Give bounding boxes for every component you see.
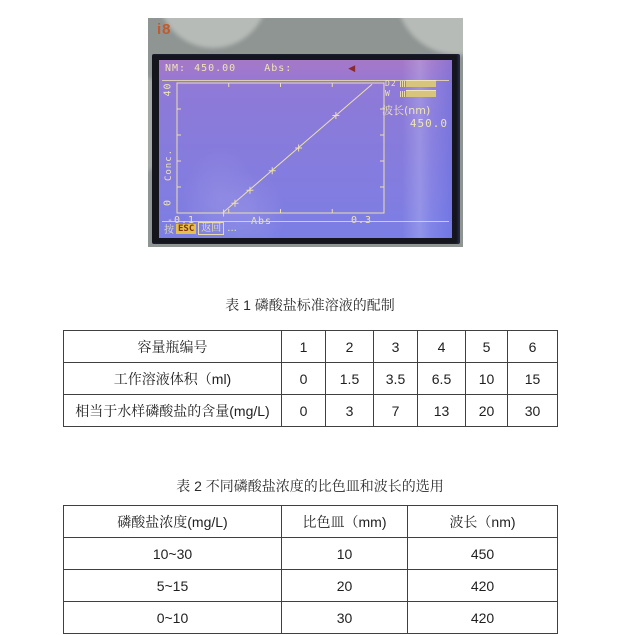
table-cell: 1.5 <box>326 363 374 395</box>
row-label: 相当于水样磷酸盐的含量(mg/L) <box>64 395 282 427</box>
table-row <box>64 331 558 363</box>
table-cell: 3 <box>374 331 418 363</box>
table-cell: 0 <box>282 395 326 427</box>
device-housing-curve <box>158 18 268 48</box>
y-axis-min-label: 0 <box>162 198 174 207</box>
table-cell: 5 <box>466 331 508 363</box>
table1-title: 表 1 磷酸盐标准溶液的配制 <box>225 297 395 313</box>
lamp-level-ticks-icon <box>400 91 405 97</box>
wavelength-panel-label: 波长(nm) <box>382 104 431 117</box>
lamp-indicators <box>385 79 436 99</box>
y-axis-title: Conc. <box>164 148 174 182</box>
table-cell: 20 <box>466 395 508 427</box>
column-header: 磷酸盐浓度(mg/L) <box>64 506 282 538</box>
table-cell: 5~15 <box>64 570 282 602</box>
table-cell: 420 <box>408 602 558 634</box>
table-row <box>64 602 558 634</box>
footer-ellipsis: ... <box>227 223 237 234</box>
table-cell: 30 <box>282 602 408 634</box>
row-label: 工作溶液体积（ml) <box>64 363 282 395</box>
table2-cuvette-wavelength <box>63 505 558 634</box>
table-cell: 4 <box>418 331 466 363</box>
table-cell: 0~10 <box>64 602 282 634</box>
spectrophotometer-photo <box>148 18 463 247</box>
table-cell: 3.5 <box>374 363 418 395</box>
table-cell: 420 <box>408 570 558 602</box>
table-cell: 30 <box>508 395 558 427</box>
table-header-row <box>64 506 558 538</box>
wavelength-prefix: NM: <box>165 63 187 74</box>
wavelength-panel-value: 450.0 <box>409 117 448 130</box>
speaker-icon: ◀ <box>348 63 356 74</box>
table-cell: 10 <box>282 538 408 570</box>
table-row <box>64 538 558 570</box>
device-screen <box>159 60 452 238</box>
table-cell: 1 <box>282 331 326 363</box>
return-action-label: 返回 <box>198 222 224 235</box>
device-housing-curve <box>396 18 463 55</box>
table-cell: 2 <box>326 331 374 363</box>
table-cell: 15 <box>508 363 558 395</box>
y-axis-max-label: 40 <box>162 82 174 97</box>
table-cell: 0 <box>282 363 326 395</box>
lamp-row-d2 <box>385 79 436 88</box>
w-lamp-energy-bar <box>406 90 436 97</box>
d2-lamp-label: D2 <box>385 79 397 88</box>
screen-footer <box>164 221 237 236</box>
table2-title: 表 2 不同磷酸盐浓度的比色皿和波长的选用 <box>176 478 444 494</box>
device-screen-bezel <box>152 54 460 244</box>
table-cell: 10~30 <box>64 538 282 570</box>
wavelength-readout: 450.00 <box>194 63 237 74</box>
table1-standard-solutions <box>63 330 558 427</box>
table-cell: 20 <box>282 570 408 602</box>
table-row <box>64 395 558 427</box>
device-model-label: i8 <box>157 21 172 38</box>
table-cell: 7 <box>374 395 418 427</box>
table-cell: 3 <box>326 395 374 427</box>
row-label: 容量瓶编号 <box>64 331 282 363</box>
table-cell: 450 <box>408 538 558 570</box>
footer-prefix: 按 <box>164 225 174 236</box>
esc-key-badge: ESC <box>178 223 195 234</box>
column-header: 波长（nm) <box>408 506 558 538</box>
table-row <box>64 363 558 395</box>
table-cell: 6 <box>508 331 558 363</box>
table-row <box>64 570 558 602</box>
lamp-row-w <box>385 89 436 98</box>
abs-label: Abs: <box>264 63 293 74</box>
column-header: 比色皿（mm) <box>282 506 408 538</box>
w-lamp-label: W <box>385 89 391 98</box>
lamp-level-ticks-icon <box>400 81 405 87</box>
table-cell: 6.5 <box>418 363 466 395</box>
table-cell: 13 <box>418 395 466 427</box>
table-cell: 10 <box>466 363 508 395</box>
d2-lamp-energy-bar <box>406 80 436 87</box>
